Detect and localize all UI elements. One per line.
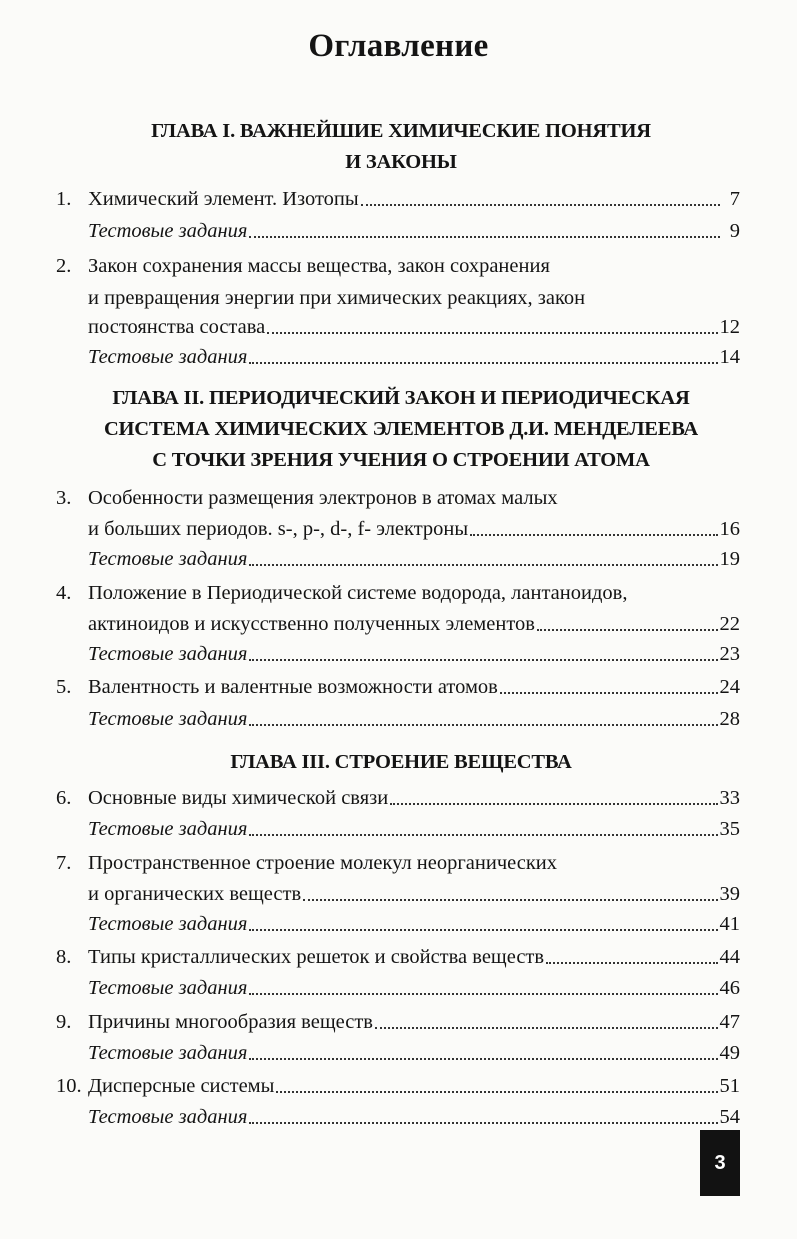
entry-page: 33	[719, 787, 740, 809]
toc-entry-8[interactable]	[56, 941, 740, 973]
entry-title: и больших периодов. s-, p-, d-, f- электроны	[88, 518, 469, 540]
dot-leader	[361, 204, 720, 206]
entry-page: 46	[719, 977, 740, 999]
dot-leader	[249, 724, 717, 726]
entry-number: 8.	[56, 946, 72, 968]
entry-title: Тестовые задания	[88, 346, 248, 368]
entry-title: Особенности размещения электронов в атомах малых	[88, 487, 558, 509]
entry-number: 9.	[56, 1011, 72, 1033]
entry-page: 41	[719, 913, 740, 935]
toc-entry-3-line-1[interactable]	[56, 482, 740, 514]
toc-entry-1[interactable]	[56, 183, 740, 215]
entry-title: и превращения энергии при химических реакциях, закон	[88, 287, 586, 309]
entry-page: 16	[719, 518, 740, 540]
dot-leader	[276, 1091, 717, 1093]
entry-page: 7	[729, 188, 740, 210]
entry-title: Тестовые задания	[88, 1106, 248, 1128]
toc-entry-2-line-1[interactable]	[56, 250, 740, 282]
chapter-heading-line: ГЛАВА II. ПЕРИОДИЧЕСКИЙ ЗАКОН И ПЕРИОДИЧЕСКАЯ	[112, 387, 690, 409]
toc-entry-2-line-2[interactable]	[56, 282, 740, 314]
toc-entry-tests[interactable]	[56, 1037, 740, 1069]
dot-leader	[249, 929, 717, 931]
entry-number: 2.	[56, 255, 72, 277]
entry-number: 4.	[56, 582, 72, 604]
entry-page: 19	[719, 548, 740, 570]
entry-title: Тестовые задания	[88, 220, 248, 242]
toc-entry-tests[interactable]	[56, 1101, 740, 1133]
entry-title: Положение в Периодической системе водорода, лантаноидов,	[88, 582, 628, 604]
entry-title: актиноидов и искусственно полученных элементов	[88, 613, 535, 635]
dot-leader	[249, 236, 720, 238]
entry-title: Химический элемент. Изотопы	[88, 188, 359, 210]
chapter-heading-3	[40, 747, 762, 778]
toc-entry-tests[interactable]	[56, 703, 740, 735]
entry-title: постоянства состава	[88, 316, 266, 338]
chapter-heading-1	[40, 116, 762, 178]
entry-page: 44	[719, 946, 740, 968]
dot-leader	[390, 803, 717, 805]
entry-page: 54	[719, 1106, 740, 1128]
entry-title: Тестовые задания	[88, 818, 248, 840]
dot-leader	[249, 1058, 717, 1060]
dot-leader	[303, 899, 717, 901]
entry-title: Тестовые задания	[88, 643, 248, 665]
toc-entry-4-line-1[interactable]	[56, 577, 740, 609]
dot-leader	[249, 993, 717, 995]
entry-page: 23	[719, 643, 740, 665]
toc-entry-tests[interactable]	[56, 543, 740, 575]
chapter-heading-2	[40, 383, 762, 476]
entry-title: Тестовые задания	[88, 977, 248, 999]
toc-entry-6[interactable]	[56, 782, 740, 814]
dot-leader	[537, 629, 718, 631]
dot-leader	[249, 1122, 717, 1124]
entry-number: 6.	[56, 787, 72, 809]
entry-title: Дисперсные системы	[88, 1075, 275, 1097]
toc-entry-tests[interactable]	[56, 638, 740, 670]
dot-leader	[249, 834, 717, 836]
entry-page: 49	[719, 1042, 740, 1064]
entry-title: и органических веществ	[88, 883, 302, 905]
entry-title: Закон сохранения массы вещества, закон сохранения	[88, 255, 550, 277]
page-title: Оглавление	[308, 28, 489, 64]
chapter-heading-line: ГЛАВА III. СТРОЕНИЕ ВЕЩЕСТВА	[230, 751, 572, 773]
entry-page: 9	[729, 220, 740, 242]
entry-page: 12	[719, 316, 740, 338]
toc-entry-7-line-2[interactable]	[56, 878, 740, 910]
entry-number: 10.	[56, 1075, 82, 1097]
dot-leader	[249, 564, 717, 566]
entry-page: 47	[719, 1011, 740, 1033]
entry-page: 35	[719, 818, 740, 840]
toc-entry-tests[interactable]	[56, 908, 740, 940]
chapter-heading-line: ГЛАВА I. ВАЖНЕЙШИЕ ХИМИЧЕСКИЕ ПОНЯТИЯ	[151, 120, 651, 142]
toc-entry-5[interactable]	[56, 671, 740, 703]
chapter-heading-line: С ТОЧКИ ЗРЕНИЯ УЧЕНИЯ О СТРОЕНИИ АТОМА	[152, 449, 650, 471]
entry-page: 24	[719, 676, 740, 698]
toc-entry-tests[interactable]	[56, 215, 740, 247]
toc-entry-2-line-3[interactable]	[56, 311, 740, 343]
entry-title: Причины многообразия веществ	[88, 1011, 373, 1033]
entry-title: Тестовые задания	[88, 548, 248, 570]
toc-entry-tests[interactable]	[56, 341, 740, 373]
toc-entry-3-line-2[interactable]	[56, 513, 740, 545]
chapter-heading-line: СИСТЕМА ХИМИЧЕСКИХ ЭЛЕМЕНТОВ Д.И. МЕНДЕЛЕЕВА	[103, 418, 699, 440]
dot-leader	[267, 332, 717, 334]
entry-number: 3.	[56, 487, 72, 509]
dot-leader	[249, 659, 717, 661]
entry-page: 14	[719, 346, 740, 368]
entry-title: Тестовые задания	[88, 1042, 248, 1064]
toc-entry-tests[interactable]	[56, 972, 740, 1004]
entry-title: Пространственное строение молекул неорганических	[88, 852, 558, 874]
entry-page: 51	[719, 1075, 740, 1097]
entry-title: Типы кристаллических решеток и свойства веществ	[88, 946, 545, 968]
entry-page: 39	[719, 883, 740, 905]
dot-leader	[500, 692, 718, 694]
dot-leader	[375, 1027, 718, 1029]
entry-title: Основные виды химической связи	[88, 787, 389, 809]
entry-page: 28	[719, 708, 740, 730]
page-number-badge	[700, 1130, 740, 1196]
dot-leader	[470, 534, 717, 536]
chapter-heading-line: И ЗАКОНЫ	[345, 151, 457, 173]
toc-entry-10[interactable]	[56, 1070, 740, 1102]
toc-entry-7-line-1[interactable]	[56, 847, 740, 879]
entry-number: 5.	[56, 676, 72, 698]
dot-leader	[249, 362, 717, 364]
entry-title: Тестовые задания	[88, 913, 248, 935]
toc-entry-9[interactable]	[56, 1006, 740, 1038]
entry-number: 7.	[56, 852, 72, 874]
toc-entry-4-line-2[interactable]	[56, 608, 740, 640]
dot-leader	[546, 962, 717, 964]
entry-title: Валентность и валентные возможности атомов	[88, 676, 498, 698]
entry-title: Тестовые задания	[88, 708, 248, 730]
entry-page: 22	[719, 613, 740, 635]
toc-entry-tests[interactable]	[56, 813, 740, 845]
entry-number: 1.	[56, 188, 72, 210]
page-number: 3	[714, 1151, 726, 1174]
